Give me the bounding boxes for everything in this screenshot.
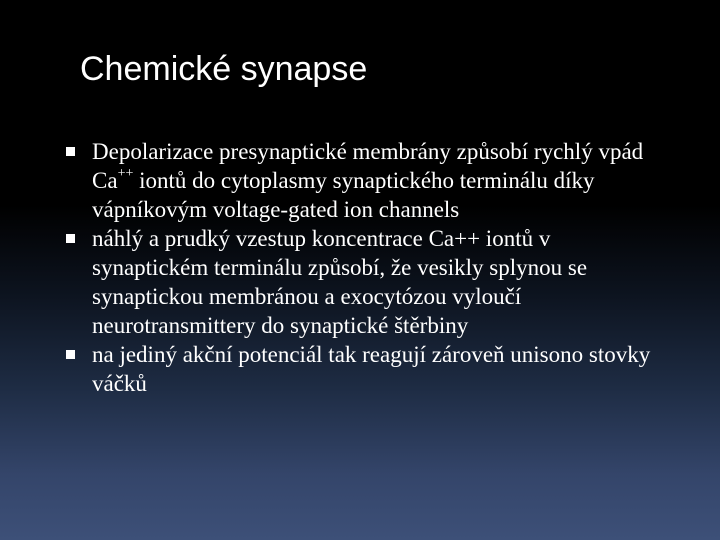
square-bullet-icon [66,147,75,156]
bullet-text-1-superscript: ++ [117,166,134,182]
bullet-text-1-after: iontů do cytoplasmy synaptického terminálu díky vápníkovým voltage-gated ion channels [92,168,595,222]
bullet-item-2 [62,224,672,340]
bullet-list [62,137,672,398]
bullet-item-3 [62,340,672,398]
bullet-item-1 [62,137,672,224]
slide-title: Chemické synapse [80,50,368,88]
bullet-text-1-before: Depolarizace presynaptické membrány způsobí rychlý vpád Ca [92,139,644,193]
square-bullet-icon [66,350,75,359]
bullet-text-3: na jediný akční potenciál tak reagují zároveň unisono stovky váčků [92,342,651,396]
bullet-text-2: náhlý a prudký vzestup koncentrace Ca++ iontů v synaptickém terminálu způsobí, že vesikly splynou se synaptickou membránou a exocytózou vyloučí neurotransmittery do synaptické štěrbiny [92,226,588,338]
square-bullet-icon [66,234,75,243]
